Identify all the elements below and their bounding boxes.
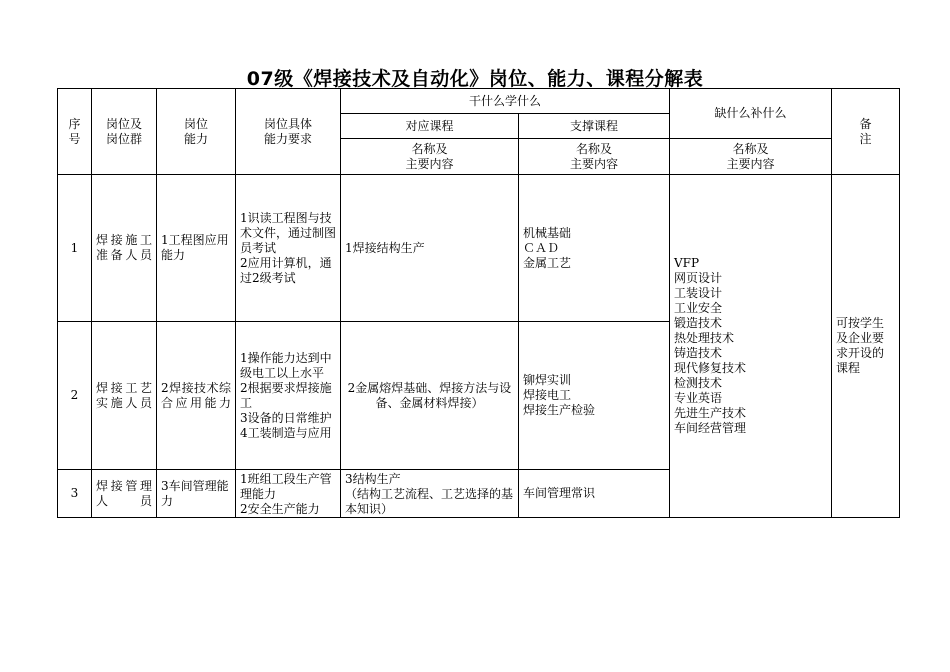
page-title: 07级《焊接技术及自动化》岗位、能力、课程分解表 — [246, 68, 704, 90]
row-support: 机械基础 ＣＡＤ 金属工艺 — [519, 175, 670, 322]
subheader-supplement: 名称及 主要内容 — [670, 139, 832, 175]
row-support: 铆焊实训 焊接电工 焊接生产检验 — [519, 322, 670, 470]
row-support: 车间管理常识 — [519, 470, 670, 518]
row-seq: 2 — [58, 322, 92, 470]
row-requirement: 1操作能力达到中级电工以上水平 2根据要求焊接施工 3设备的日常维护 4工装制造与应用 — [236, 322, 341, 470]
row-corresponding: 3结构生产 （结构工艺流程、工艺选择的基本知识） — [341, 470, 519, 518]
row-post: 焊接工艺实施人员 — [92, 322, 157, 470]
row-post: 焊接管理人员 — [92, 470, 157, 518]
row-ability: 2焊接技术综合应用能力 — [157, 322, 236, 470]
row-requirement: 1识读工程图与技术文件，通过制图员考试 2应用计算机，通过2级考试 — [236, 175, 341, 322]
course-breakdown-table — [57, 88, 900, 518]
row-corresponding: 2金属熔焊基础、焊接方法与设备、金属材料焊接） — [341, 322, 519, 470]
row-ability: 3车间管理能力 — [157, 470, 236, 518]
header-requirement: 岗位具体 能力要求 — [236, 89, 341, 175]
supplement-course-list: VFP 网页设计 工装设计 工业安全 锻造技术 热处理技术 铸造技术 现代修复技术 检测技术 专业英语 先进生产技术 车间经营管理 — [670, 175, 832, 518]
header-post: 岗位及 岗位群 — [92, 89, 157, 175]
header-ability: 岗位 能力 — [157, 89, 236, 175]
header-corresponding: 对应课程 — [341, 114, 519, 139]
remark-text: 可按学生及企业要求开设的课程 — [832, 175, 900, 518]
header-seq: 序 号 — [58, 89, 92, 175]
subheader-corresponding: 名称及 主要内容 — [341, 139, 519, 175]
row-requirement: 1班组工段生产管理能力 2安全生产能力 — [236, 470, 341, 518]
header-supplement: 缺什么补什么 — [670, 89, 832, 139]
row-seq: 1 — [58, 175, 92, 322]
header-remark: 备 注 — [832, 89, 900, 175]
header-learn-group: 干什么学什么 — [341, 89, 670, 114]
row-post: 焊接施工准备人员 — [92, 175, 157, 322]
header-support: 支撑课程 — [519, 114, 670, 139]
table-row — [58, 175, 900, 322]
subheader-support: 名称及 主要内容 — [519, 139, 670, 175]
row-corresponding: 1焊接结构生产 — [341, 175, 519, 322]
row-seq: 3 — [58, 470, 92, 518]
row-ability: 1工程图应用能力 — [157, 175, 236, 322]
